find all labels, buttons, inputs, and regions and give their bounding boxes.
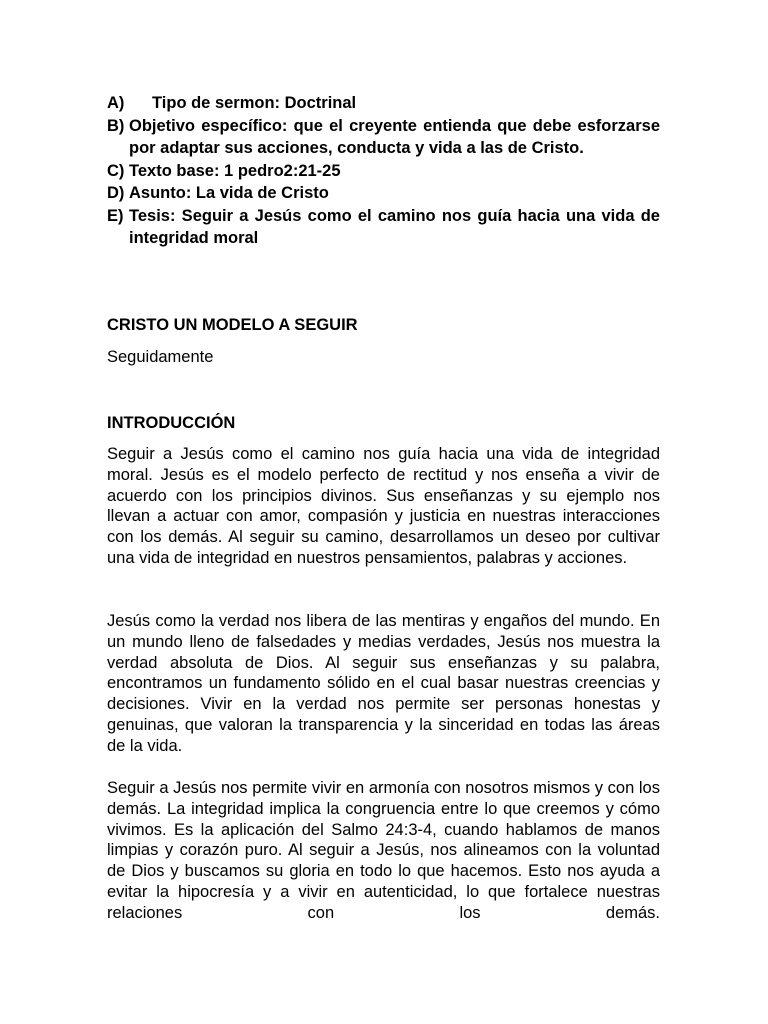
outline-item-b xyxy=(107,115,660,160)
outline-item-c xyxy=(107,160,660,183)
outline-marker: A) xyxy=(107,94,125,112)
subtitle-text: Seguidamente xyxy=(107,348,214,366)
outline-text: Tipo de sermon: Doctrinal xyxy=(152,94,357,112)
outline-marker: C) xyxy=(107,161,125,180)
outline-text: Asunto: La vida de Cristo xyxy=(129,184,329,202)
outline-item-e xyxy=(107,205,660,250)
body-paragraph-2: Jesús como la verdad nos libera de las mentiras y engaños del mundo. En un mundo lleno de falsedades y medias verdades, Jesús nos muestra la verdad absoluta de Dios. Al seguir sus enseñanzas y su palabra, encontramos un fundamento sólido en el cual basar nuestras creencias y decisiones. Vivir en la verdad nos permite ser personas honestas y genuinas, que valoran la transparencia y la sinceridad en todas las áreas de la vida. xyxy=(107,612,660,755)
sermon-title: CRISTO UN MODELO A SEGUIR xyxy=(107,316,358,334)
outline-marker: B) xyxy=(107,116,125,135)
outline-marker: E) xyxy=(107,206,124,225)
introduction-heading: INTRODUCCIÓN xyxy=(107,414,236,432)
body-paragraph-1: Seguir a Jesús como el camino nos guía hacia una vida de integridad moral. Jesús es el modelo perfecto de rectitud y nos enseña a vivir de acuerdo con los principios divinos. Sus enseñanzas y su ejemplo nos llevan a actuar con amor, compasión y justicia en nuestras interacciones con los demás. Al seguir su camino, desarrollamos un deseo por cultivar una vida de integridad en nuestros pensamientos, palabras y acciones. xyxy=(107,445,660,567)
body-paragraph-3: Seguir a Jesús nos permite vivir en armonía con nosotros mismos y con los demás. La integridad implica la congruencia entre lo que creemos y cómo vivimos. Es la aplicación del Salmo 24:3-4, cuando hablamos de manos limpias y corazón puro. Al seguir a Jesús, nos alineamos con la voluntad de Dios y buscamos su gloria en todo lo que hacemos. Esto nos ayuda a evitar la hipocresía y a vivir en autenticidad, lo que fortalece nuestras relaciones con los demás. xyxy=(107,779,660,922)
outline-item-a xyxy=(107,92,660,115)
outline-text: Objetivo específico: que el creyente entienda que debe esforzarse por adaptar sus acciones, conducta y vida a las de Cristo. xyxy=(129,116,660,157)
outline-text: Tesis: Seguir a Jesús como el camino nos guía hacia una vida de integridad moral xyxy=(129,206,660,247)
outline-item-d xyxy=(107,182,660,205)
outline-marker: D) xyxy=(107,184,125,202)
outline-text: Texto base: 1 pedro2:21-25 xyxy=(129,161,341,180)
sermon-outline xyxy=(107,92,660,250)
